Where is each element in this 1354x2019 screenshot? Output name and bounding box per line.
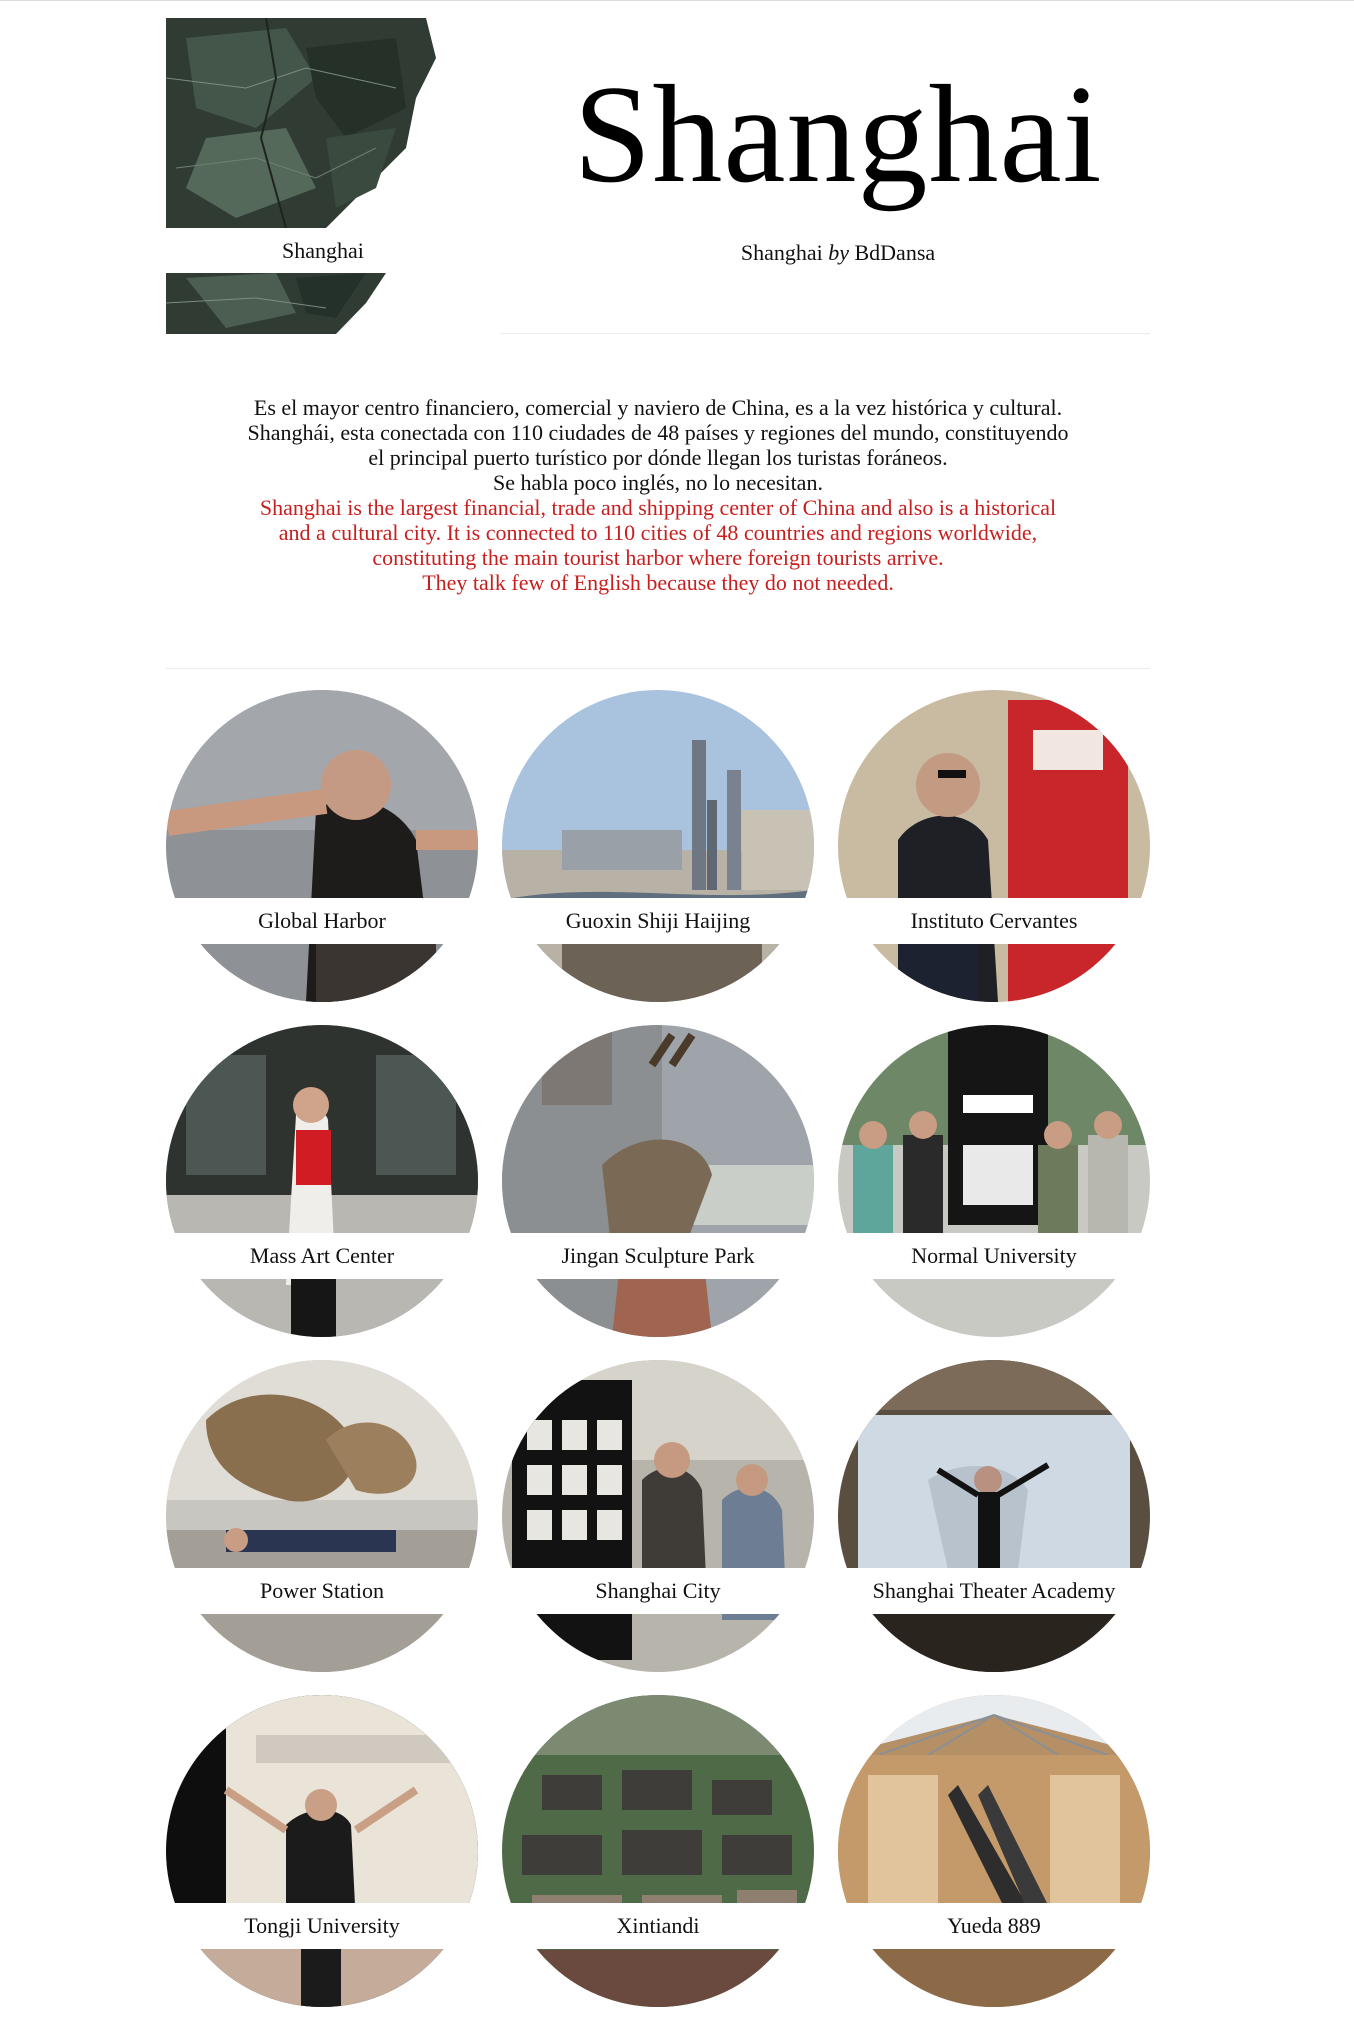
stage-projection-photo — [838, 1360, 1150, 1672]
intro-en-line: They talk few of English because they do not needed. — [422, 570, 894, 595]
gallery-card-label: Mass Art Center — [249, 1243, 395, 1268]
gallery-card-label: Shanghai Theater Academy — [872, 1578, 1116, 1603]
intro-es-line: el principal puerto turístico por dónde llegan los turistas foráneos. — [368, 445, 948, 470]
gallery-card-tongji-university[interactable] — [166, 1695, 478, 2007]
gallery-card-label: Power Station — [259, 1578, 385, 1603]
gallery-card-shanghai-city[interactable] — [502, 1360, 814, 1672]
gallery-card-label: Xintiandi — [616, 1913, 700, 1938]
gallery-card-guoxin-shiji-haijing[interactable] — [502, 690, 814, 1002]
gallery-card-label: Instituto Cervantes — [910, 908, 1078, 933]
gallery-card-xintiandi[interactable] — [502, 1695, 814, 2007]
byline-place: Shanghai — [740, 240, 823, 265]
byline-by: by — [828, 240, 849, 265]
gallery-card-mass-art-center[interactable] — [166, 1025, 478, 1337]
lecture-photo — [838, 690, 1150, 1002]
group-photo — [838, 1025, 1150, 1337]
intro-en-line: and a cultural city. It is connected to 110 cities of 48 countries and regions worldwide, — [278, 520, 1038, 545]
header — [166, 0, 1150, 340]
gallery-card-instituto-cervantes[interactable] — [838, 690, 1150, 1002]
header-divider — [500, 333, 1150, 334]
page-title: Shanghai — [573, 57, 1103, 212]
marble-texture-image — [166, 18, 451, 228]
dancer-portrait-photo — [166, 690, 478, 1002]
gallery-card-label: Shanghai City — [595, 1578, 721, 1603]
gallery-card-shanghai-theater-academy[interactable] — [838, 1360, 1150, 1672]
gallery-card-power-station[interactable] — [166, 1360, 478, 1672]
gallery-card-global-harbor[interactable] — [166, 690, 478, 1002]
gallery-card-label: Jingan Sculpture Park — [561, 1243, 755, 1268]
gallery-card-label: Global Harbor — [258, 908, 386, 933]
intro-divider — [166, 668, 1150, 669]
gallery-card-label: Yueda 889 — [947, 1913, 1041, 1938]
gallery-card-label: Guoxin Shiji Haijing — [565, 908, 751, 933]
marble-texture-strip — [166, 273, 451, 334]
logo-caption: Shanghai — [282, 238, 364, 263]
mall-atrium-photo — [838, 1695, 1150, 2007]
byline — [526, 240, 1150, 266]
byline-author-link[interactable]: BdDansa — [854, 240, 936, 265]
sculpture-photo — [502, 1025, 814, 1337]
gallery-card-label: Normal University — [911, 1243, 1077, 1268]
page — [166, 0, 1150, 1938]
gallery-card-normal-university[interactable] — [838, 1025, 1150, 1337]
gallery-card-yueda-889[interactable] — [838, 1695, 1150, 2007]
intro-en-line: constituting the main tourist harbor where foreign tourists arrive. — [372, 545, 944, 570]
city-skyline-photo — [502, 690, 814, 1002]
street-photo — [502, 1360, 814, 1672]
intro-es-line: Se habla poco inglés, no lo necesitan. — [493, 470, 823, 495]
intro-es-line: Shanghái, esta conectada con 110 ciudades de 48 países y regiones del mundo, constituyendo — [247, 420, 1069, 445]
intro-en-line: Shanghai is the largest financial, trade and shipping center of China and also is a historical — [259, 495, 1057, 520]
dancer-plaza-photo — [166, 1025, 478, 1337]
intro-es-line: Es el mayor centro financiero, comercial y naviero de China, es a la vez histórica y cultural. — [253, 395, 1063, 420]
installation-photo — [166, 1360, 478, 1672]
aerial-district-photo — [502, 1695, 814, 2007]
gallery-card-label: Tongji University — [244, 1913, 400, 1938]
intro-text — [166, 395, 1150, 595]
modern-dance-stage-photo — [166, 1695, 478, 2007]
logo-tile-link[interactable] — [166, 18, 451, 334]
gallery-card-jingan-sculpture-park[interactable] — [502, 1025, 814, 1337]
